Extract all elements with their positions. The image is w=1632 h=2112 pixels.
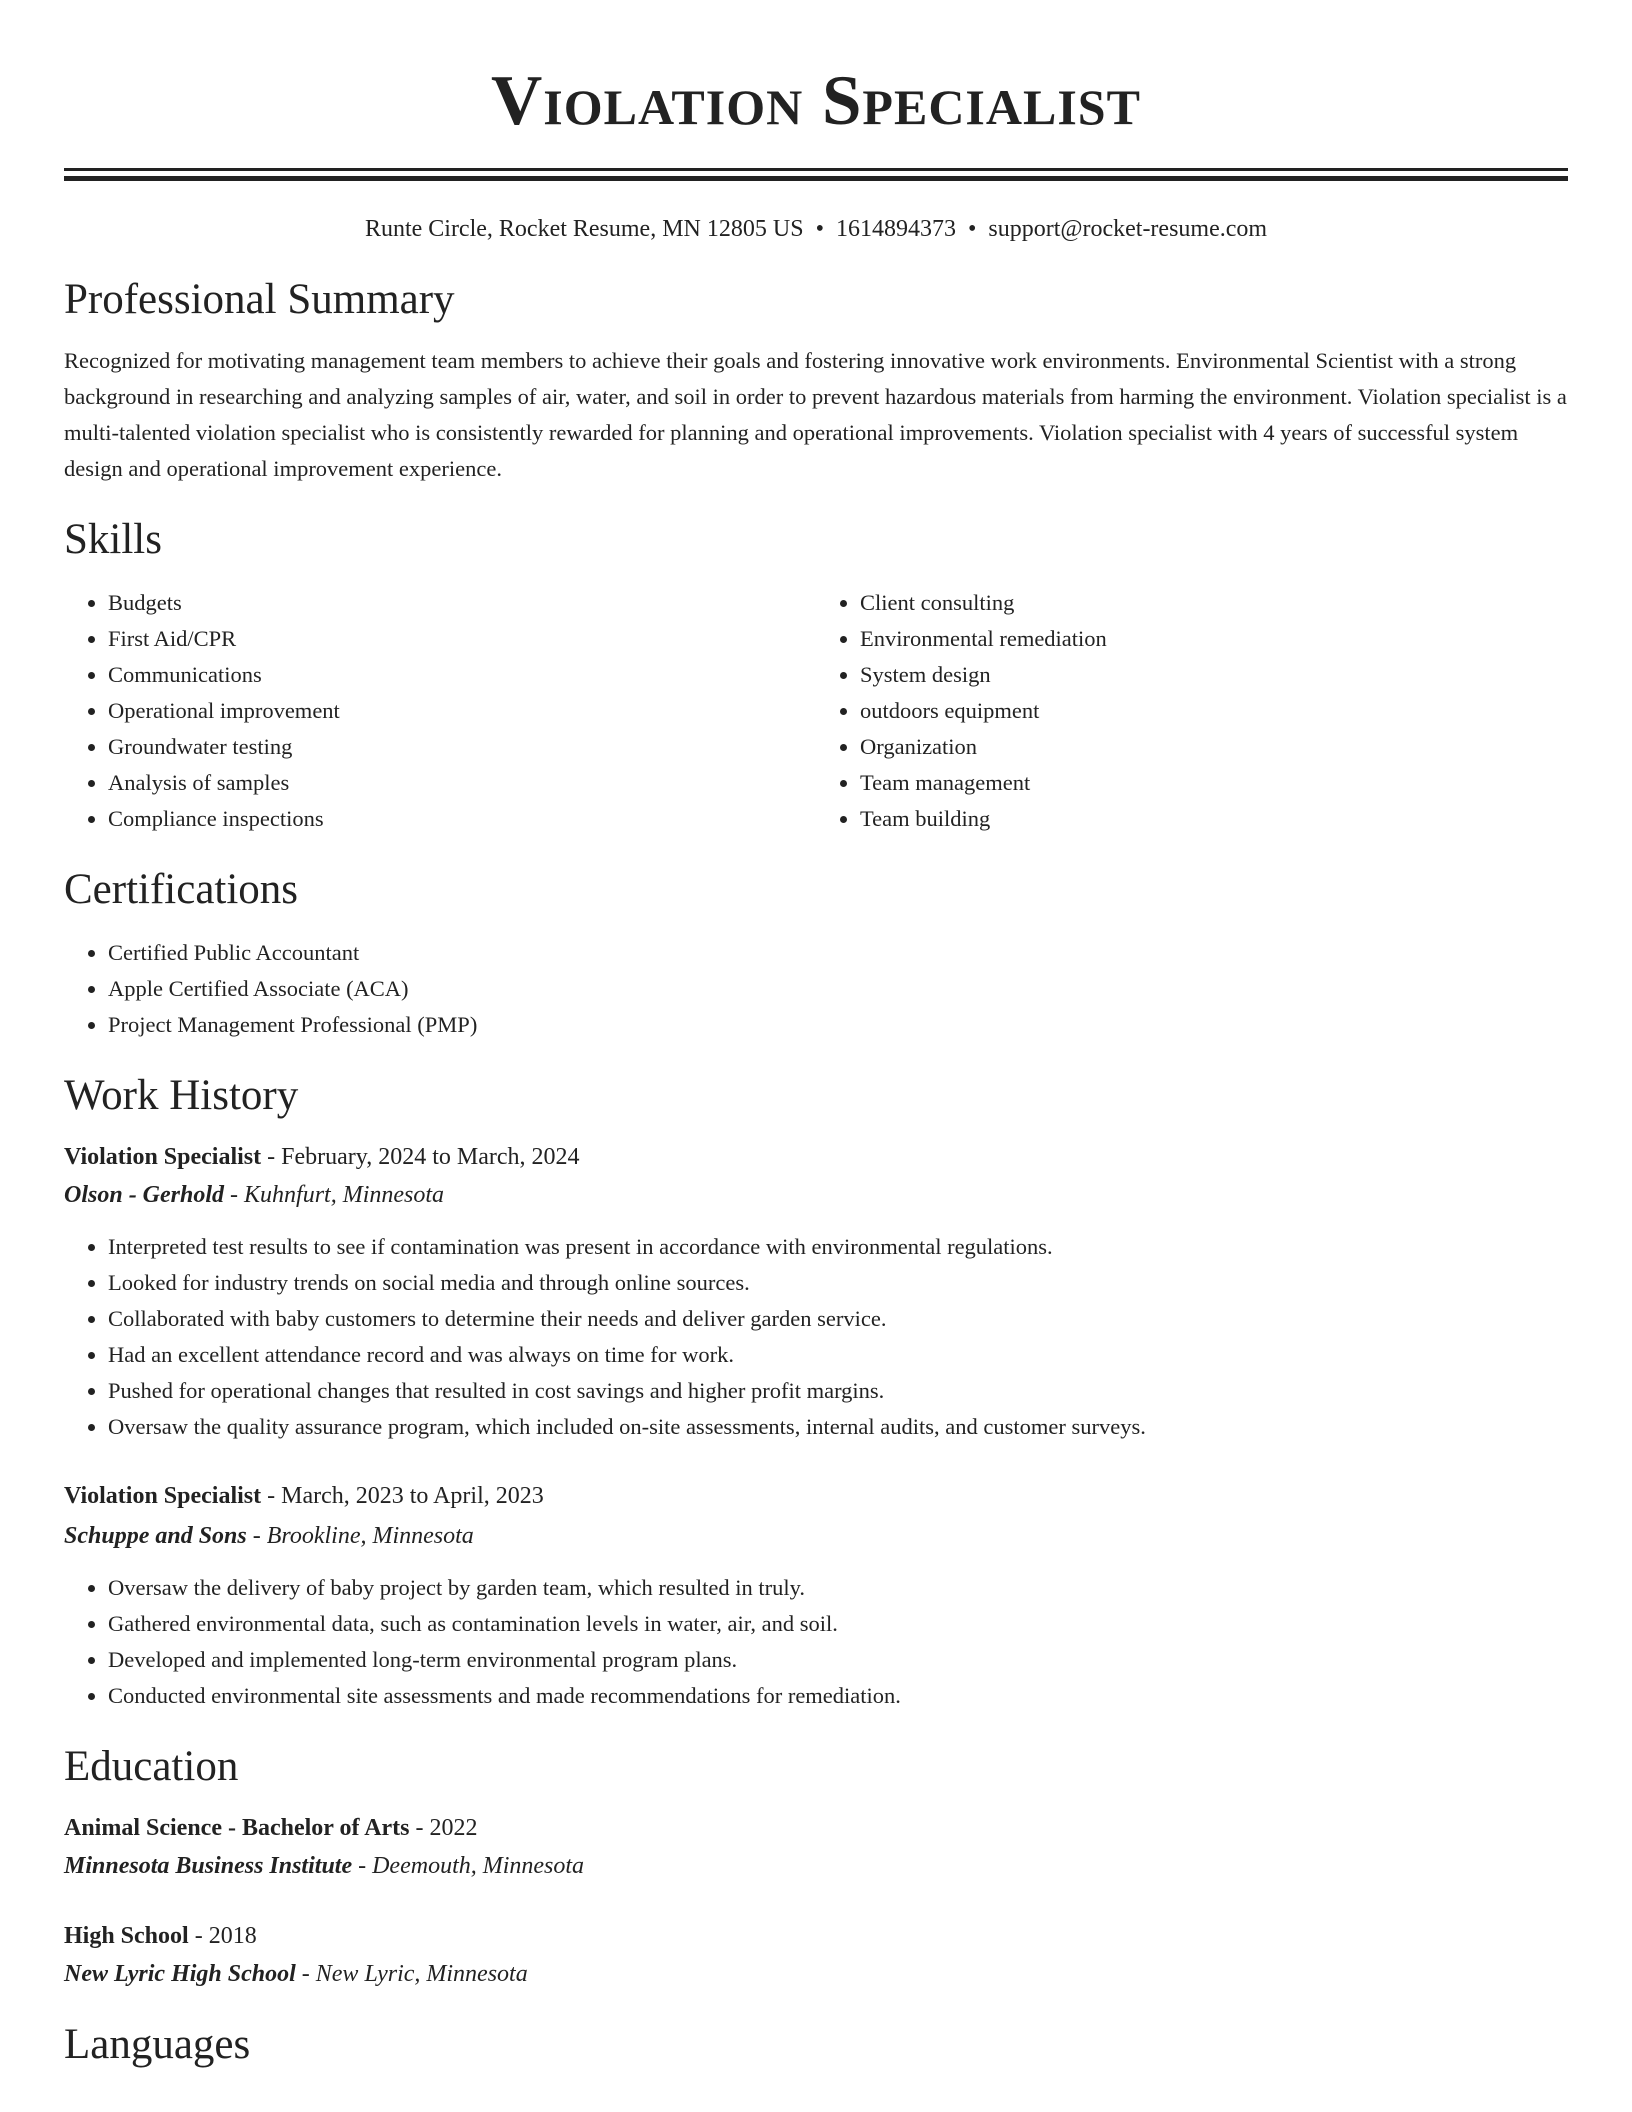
job-title: Violation Specialist bbox=[64, 1483, 262, 1509]
job-title-line bbox=[64, 1139, 1568, 1175]
education-location: - New Lyric, Minnesota bbox=[301, 1961, 528, 1987]
summary-heading: Professional Summary bbox=[64, 276, 455, 323]
job-bullet: • Had an excellent attendance record and was always on time for work. bbox=[108, 1337, 1568, 1373]
education-location: - Deemouth, Minnesota bbox=[358, 1853, 585, 1879]
skill-item: • Analysis of samples bbox=[108, 765, 816, 801]
job-location: - Kuhnfurt, Minnesota bbox=[230, 1182, 445, 1208]
candidate-name: Violation Specialist bbox=[491, 62, 1141, 140]
education-entry bbox=[64, 1918, 1568, 1992]
skill-item: • Groundwater testing bbox=[108, 729, 816, 765]
job-bullet: • Oversaw the quality assurance program, which included on-site assessments, internal audits, and customer surveys. bbox=[108, 1409, 1568, 1445]
skills-left-list bbox=[64, 585, 816, 837]
job-dates: - March, 2023 to April, 2023 bbox=[267, 1483, 544, 1509]
resume-page bbox=[64, 0, 1568, 2070]
job-bullet: • Conducted environmental site assessments and made recommendations for remediation. bbox=[108, 1678, 1568, 1714]
education-heading: Education bbox=[64, 1743, 239, 1790]
job-title-line bbox=[64, 1478, 1568, 1514]
job-employer-line bbox=[64, 1518, 1568, 1554]
job-bullet: • Looked for industry trends on social media and through online sources. bbox=[108, 1265, 1568, 1301]
job-location: - Brookline, Minnesota bbox=[252, 1523, 474, 1549]
education-degree: High School bbox=[64, 1923, 189, 1949]
skill-item: • Budgets bbox=[108, 585, 816, 621]
contact-phone: 1614894373 bbox=[835, 216, 956, 242]
skill-item: • Team management bbox=[860, 765, 1568, 801]
job-bullet: • Pushed for operational changes that resulted in cost savings and higher profit margins. bbox=[108, 1373, 1568, 1409]
job-bullet: • Collaborated with baby customers to determine their needs and deliver garden service. bbox=[108, 1301, 1568, 1337]
contact-line bbox=[64, 213, 1568, 245]
contact-address: Runte Circle, Rocket Resume, MN 12805 US bbox=[364, 216, 804, 242]
header-rule-bottom bbox=[64, 176, 1568, 181]
certification-item: • Apple Certified Associate (ACA) bbox=[108, 971, 1568, 1007]
skills-heading: Skills bbox=[64, 516, 162, 563]
job-bullet: • Developed and implemented long-term environmental program plans. bbox=[108, 1642, 1568, 1678]
education-entry bbox=[64, 1810, 1568, 1884]
job-bullet: • Oversaw the delivery of baby project by garden team, which resulted in truly. bbox=[108, 1570, 1568, 1606]
job-employer: Olson - Gerhold bbox=[64, 1182, 225, 1208]
job-bullet: • Interpreted test results to see if contamination was present in accordance with environmental regulations. bbox=[108, 1229, 1568, 1265]
certifications-list bbox=[64, 935, 1568, 1043]
job-bullets bbox=[64, 1229, 1568, 1445]
education-degree-line bbox=[64, 1918, 1568, 1954]
skill-item: • Environmental remediation bbox=[860, 621, 1568, 657]
certifications-heading: Certifications bbox=[64, 866, 299, 913]
skill-item: • First Aid/CPR bbox=[108, 621, 816, 657]
contact-separator: • bbox=[815, 216, 824, 242]
job-bullets bbox=[64, 1570, 1568, 1714]
education-school: New Lyric High School bbox=[64, 1961, 296, 1987]
education-degree-line bbox=[64, 1810, 1568, 1846]
job-entry bbox=[64, 1139, 1568, 1445]
job-title: Violation Specialist bbox=[64, 1144, 262, 1170]
skills-columns bbox=[64, 585, 1568, 837]
education-school: Minnesota Business Institute bbox=[64, 1853, 353, 1879]
skill-item: • Compliance inspections bbox=[108, 801, 816, 837]
contact-email: support@rocket-resume.com bbox=[988, 216, 1268, 242]
job-employer: Schuppe and Sons bbox=[64, 1523, 247, 1549]
education-year: - 2018 bbox=[194, 1923, 257, 1949]
summary-text: Recognized for motivating management team members to achieve their goals and fostering innovative work environments. Environmental Scientist with a strong background in researching and analyzing samples of air, water, and soil in order to prevent hazardous materials from harming the environment. Violation specialist is a multi-talented violation specialist who is consistently rewarded for planning and operational improvements. Violation specialist with 4 years of successful system design and operational improvement experience. bbox=[64, 348, 1567, 481]
education-school-line bbox=[64, 1848, 1568, 1884]
skills-right-list bbox=[816, 585, 1568, 837]
education-year: - 2022 bbox=[415, 1815, 478, 1841]
education-school-line bbox=[64, 1956, 1568, 1992]
education-degree: Animal Science - Bachelor of Arts bbox=[64, 1815, 410, 1841]
skill-item: • System design bbox=[860, 657, 1568, 693]
skill-item: • Organization bbox=[860, 729, 1568, 765]
header-rule-top bbox=[64, 168, 1568, 171]
skill-item: • Team building bbox=[860, 801, 1568, 837]
job-bullet: • Gathered environmental data, such as contamination levels in water, air, and soil. bbox=[108, 1606, 1568, 1642]
languages-heading: Languages bbox=[64, 2021, 251, 2068]
skill-item: • Operational improvement bbox=[108, 693, 816, 729]
contact-separator: • bbox=[967, 216, 977, 242]
job-dates: - February, 2024 to March, 2024 bbox=[267, 1144, 580, 1170]
job-entry bbox=[64, 1478, 1568, 1714]
skill-item: • Client consulting bbox=[860, 585, 1568, 621]
certification-item: • Project Management Professional (PMP) bbox=[108, 1007, 1568, 1043]
certification-item: • Certified Public Accountant bbox=[108, 935, 1568, 971]
skill-item: • outdoors equipment bbox=[860, 693, 1568, 729]
job-employer-line bbox=[64, 1177, 1568, 1213]
skill-item: • Communications bbox=[108, 657, 816, 693]
work-history-heading: Work History bbox=[64, 1072, 299, 1119]
